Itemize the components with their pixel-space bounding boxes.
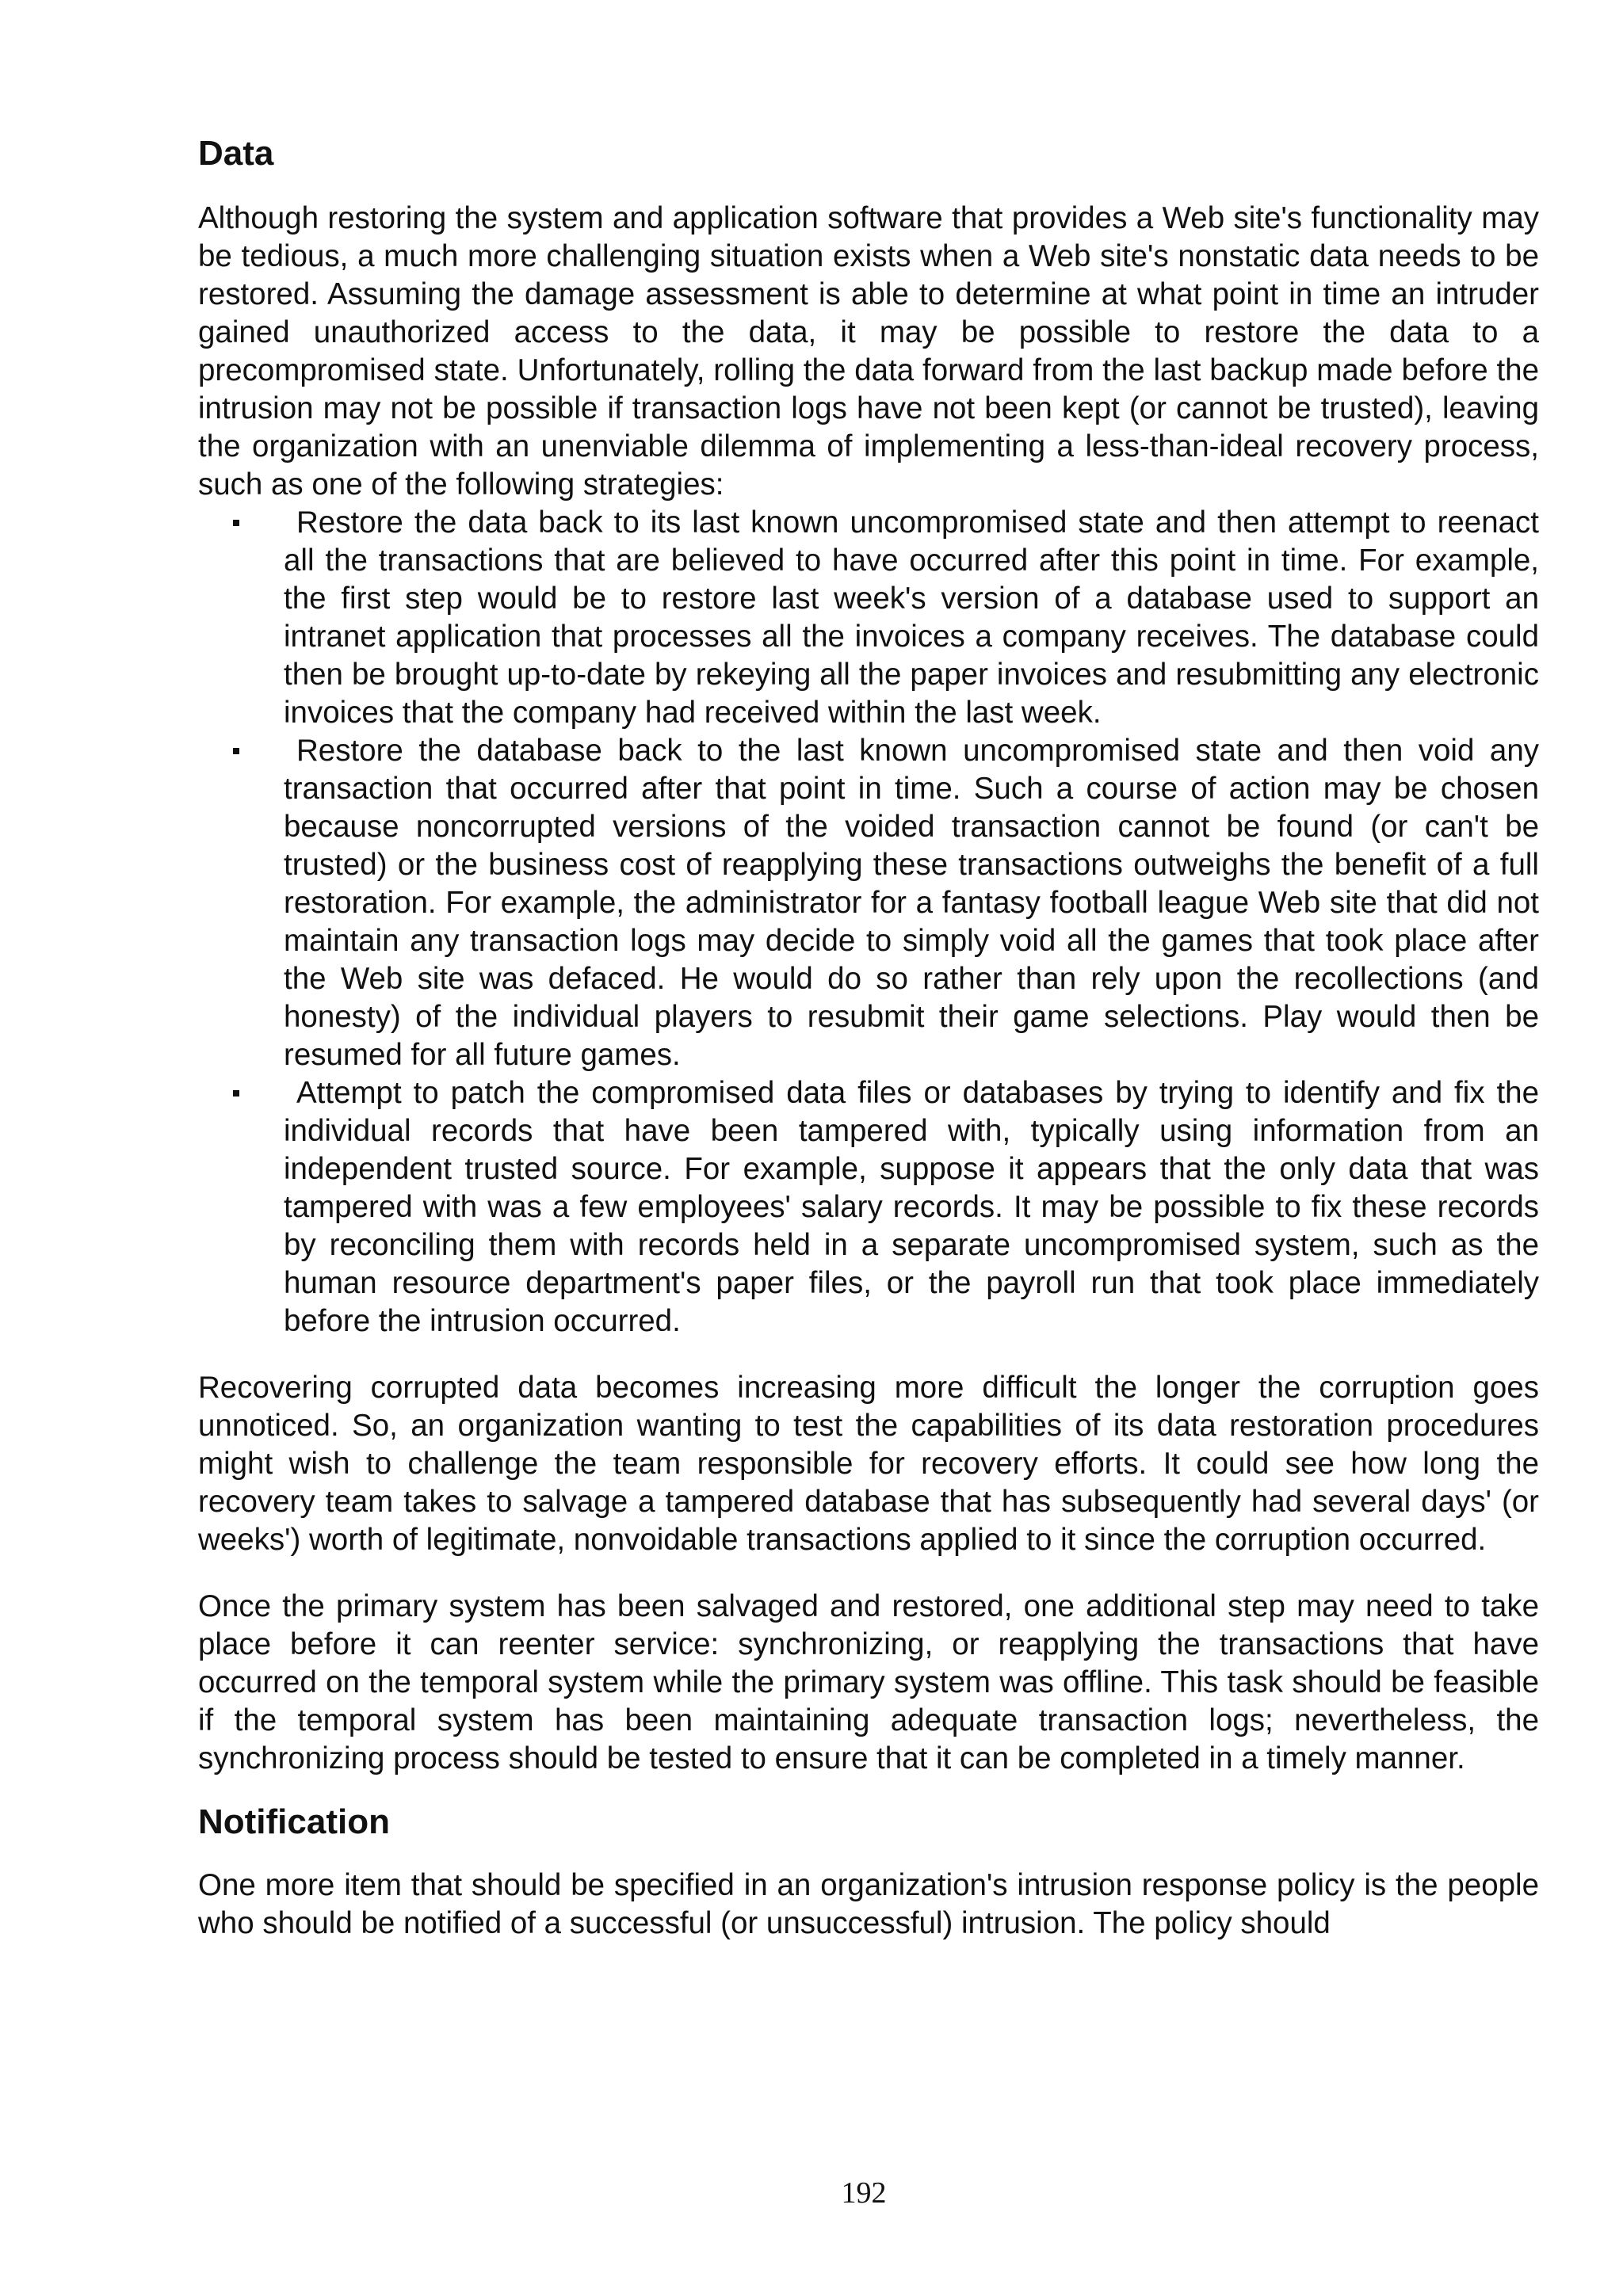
data-paragraph-synchronizing: Once the primary system has been salvaged and restored, one additional step may need to take place before it can reenter service: synchronizing, or reapplying the transactions that have occurred on the temporal system while the primary system was offline. This task should be feasible if the temporal system has been maintaining adequate transaction logs; nevertheless, the synchronizing process should be tested to ensure that it can be completed in a timely manner. (198, 1589, 1539, 1775)
bullet-square-icon (233, 520, 239, 526)
section-heading-notification: Notification (198, 1802, 390, 1841)
notification-paragraph: One more item that should be specified in an organization's intrusion response policy is the people who should be notified of a successful (or unsuccessful) intrusion. The policy should (198, 1868, 1539, 1940)
bullet-square-icon (233, 748, 239, 754)
list-item (198, 1074, 1539, 1341)
document-page (198, 119, 1539, 1943)
list-item-text: Restore the data back to its last known uncompromised state and then attempt to reenact all the transactions that are believed to have occurred after this point in time. For example, the first step would be to restore last week's version of a database used to support an intranet application that processes all the invoices a company receives. The database could then be brought up-to-date by rekeying all the paper invoices and resubmitting any electronic invoices that the company had received within the last week. (284, 505, 1539, 730)
bullet-square-icon (233, 1090, 239, 1097)
page-number: 192 (841, 2176, 887, 2210)
list-item (198, 732, 1539, 1074)
list-item-text: Restore the database back to the last known uncompromised state and then void any transaction that occurred after that point in time. Such a course of action may be chosen because noncorrupted versions of the voided transaction cannot be found (or can't be trusted) or the business cost of reapplying these transactions outweighs the benefit of a full restoration. For example, the administrator for a fantasy football league Web site that did not maintain any transaction logs may decide to simply void all the games that took place after the Web site was defaced. He would do so rather than rely upon the recollections (and honesty) of the individual players to resubmit their game selections. Play would then be resumed for all future games. (284, 734, 1539, 1072)
data-paragraph-recovering: Recovering corrupted data becomes increasing more difficult the longer the corruption goes unnoticed. So, an organization wanting to test the capabilities of its data restoration procedures might wish to challenge the team responsible for recovery efforts. It could see how long the recovery team takes to salvage a tampered database that has subsequently had several days' (or weeks') worth of legitimate, nonvoidable transactions applied to it since the corruption occurred. (198, 1371, 1539, 1557)
section-heading-data: Data (198, 134, 274, 173)
strategies-list (198, 504, 1539, 1341)
list-item (198, 504, 1539, 732)
data-intro-paragraph: Although restoring the system and application software that provides a Web site's functionality may be tedious, a much more challenging situation exists when a Web site's nonstatic data needs to be restored. Assuming the damage assessment is able to determine at what point in time an intruder gained unauthorized access to the data, it may be possible to restore the data to a precompromised state. Unfortunately, rolling the data forward from the last backup made before the intrusion may not be possible if transaction logs have not been kept (or cannot be trusted), leaving the organization with an unenviable dilemma of implementing a less-than-ideal recovery process, such as one of the following strategies: (198, 201, 1539, 502)
list-item-text: Attempt to patch the compromised data files or databases by trying to identify and fix the individual records that have been tampered with, typically using information from an independent trusted source. For example, suppose it appears that the only data that was tampered with was a few employees' salary records. It may be possible to fix these records by reconciling them with records held in a separate uncompromised system, such as the human resource department's paper files, or the payroll run that took place immediately before the intrusion occurred. (284, 1076, 1539, 1338)
